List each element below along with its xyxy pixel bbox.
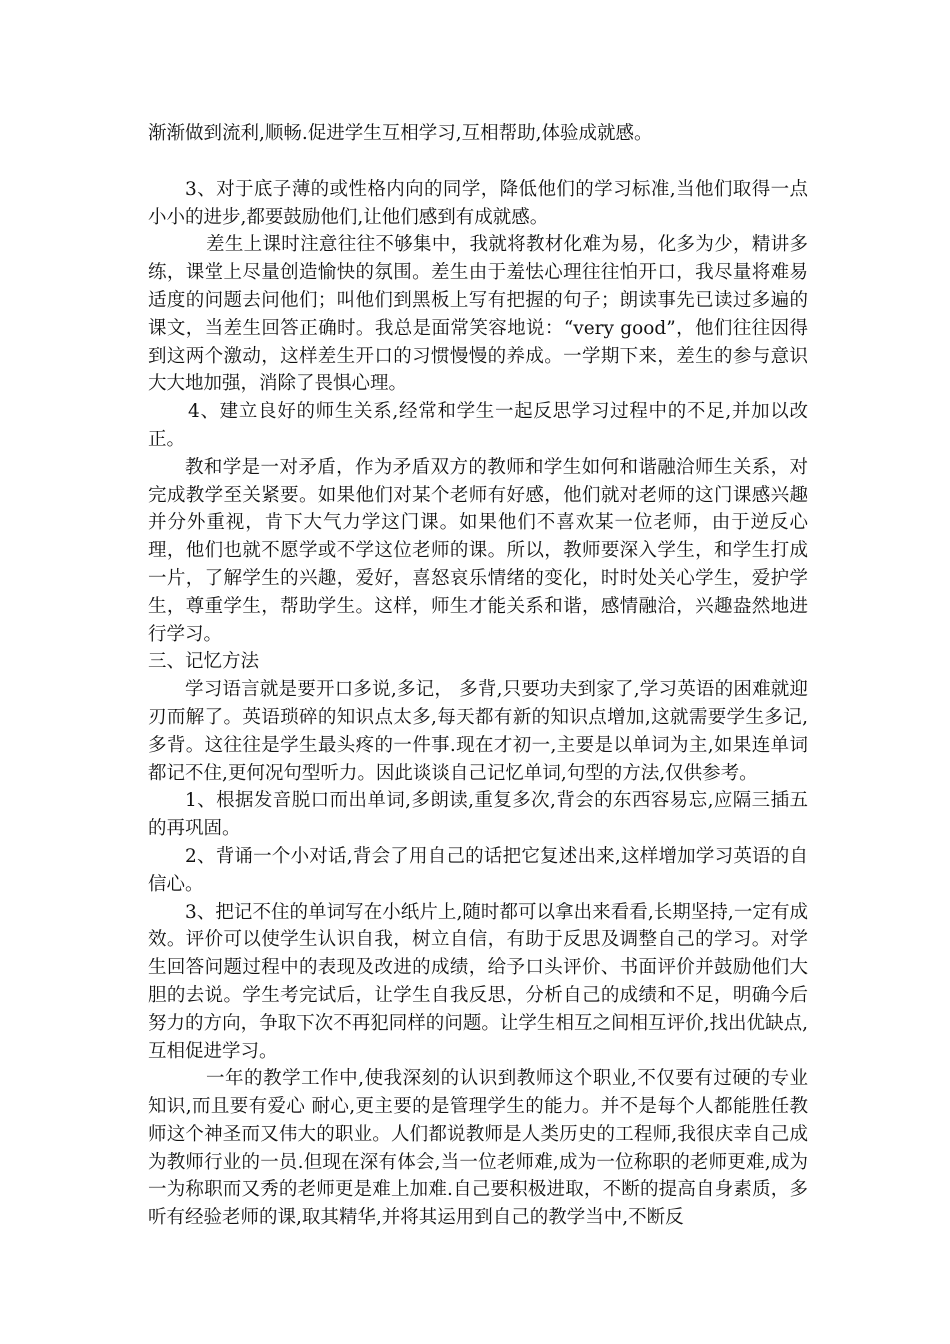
paragraph-8: 2、背诵一个小对话,背会了用自己的话把它复述出来,这样增加学习英语的自信心。 (148, 845, 808, 895)
paragraph-7: 1、根据发音脱口而出单词,多朗读,重复多次,背会的东西容易忘,应隔三插五的再巩固。 (148, 790, 808, 840)
paragraph-4: 4、建立良好的师生关系,经常和学生一起反思学习过程中的不足,并加以改正。 (148, 401, 808, 450)
document-page (148, 120, 808, 1232)
paragraph-3: 差生上课时注意往往不够集中，我就将教材化难为易，化多为少，精讲多练，课堂上尽量创造愉快的氛围。差生由于羞怯心理往往怕开口，我尽量将难易适度的问题去问他们；叫他们到黑板上写有把握的句子；朗读事先已读过多遍的课文，当差生回答正确时。我总是面常笑容地说：“very good”，他们往往因得到这两个激动，这样差生开口的习惯慢慢的养成。一学期下来，差生的参与意识大大地加强，消除了畏惧心理。 (148, 234, 808, 395)
paragraph-5: 教和学是一对矛盾，作为矛盾双方的教师和学生如何和谐融洽师生关系，对完成教学至关紧要。如果他们对某个老师有好感，他们就对老师的这门课感兴趣并分外重视，肯下大气力学这门课。如果他们不喜欢某一位老师，由于逆反心理，他们也就不愿学或不学这位老师的课。所以，教师要深入学生，和学生打成一片，了解学生的兴趣，爱好，喜怒哀乐情绪的变化，时时处关心学生，爱护学生，尊重学生，帮助学生。这样，师生才能关系和谐，感情融洽，兴趣盎然地进行学习。 (148, 456, 808, 645)
paragraph-6: 学习语言就是要开口多说,多记， 多背,只要功夫到家了,学习英语的困难就迎刃而解了。英语琐碎的知识点太多,每天都有新的知识点增加,这就需要学生多记,多背。这往往是学生最头疼的一件事.现在才初一,主要是以单词为主,如果连单词都记不住,更何况句型听力。因此谈谈自己记忆单词,句型的方法,仅供参考。 (148, 679, 808, 784)
paragraph-1: 渐渐做到流利,顺畅.促进学生互相学习,互相帮助,体验成就感。 (148, 123, 653, 144)
paragraph-2: 3、对于底子薄的或性格内向的同学，降低他们的学习标准,当他们取得一点小小的进步,都要鼓励他们,让他们感到有成就感。 (148, 178, 808, 228)
paragraph-9: 3、把记不住的单词写在小纸片上,随时都可以拿出来看看,长期坚持,一定有成效。评价可以使学生认识自我，树立自信，有助于反思及调整自己的学习。对学生回答问题过程中的表现及改进的成绩，给予口头评价、书面评价并鼓励他们大胆的去说。学生考完试后，让学生自我反思，分析自己的成绩和不足，明确今后努力的方向，争取下次不再犯同样的问题。让学生相互之间相互评价,找出优缺点,互相促进学习。 (148, 901, 808, 1062)
section-heading: 三、记忆方法 (148, 651, 260, 673)
paragraph-10: 一年的教学工作中,使我深刻的认识到教师这个职业,不仅要有过硬的专业知识,而且要有爱心 耐心,更主要的是管理学生的能力。并不是每个人都能胜任教师这个神圣而又伟大的职业。人们都说教师是人类历史的工程师,我很庆幸自己成为教师行业的一员.但现在深有体会,当一位老师难,成为一位称职的老师更难,成为一为称职而又秀的老师更是难上加难.自己要积极进取，不断的提高自身素质，多听有经验老师的课,取其精华,并将其运用到自己的教学当中,不断反 (148, 1068, 808, 1229)
